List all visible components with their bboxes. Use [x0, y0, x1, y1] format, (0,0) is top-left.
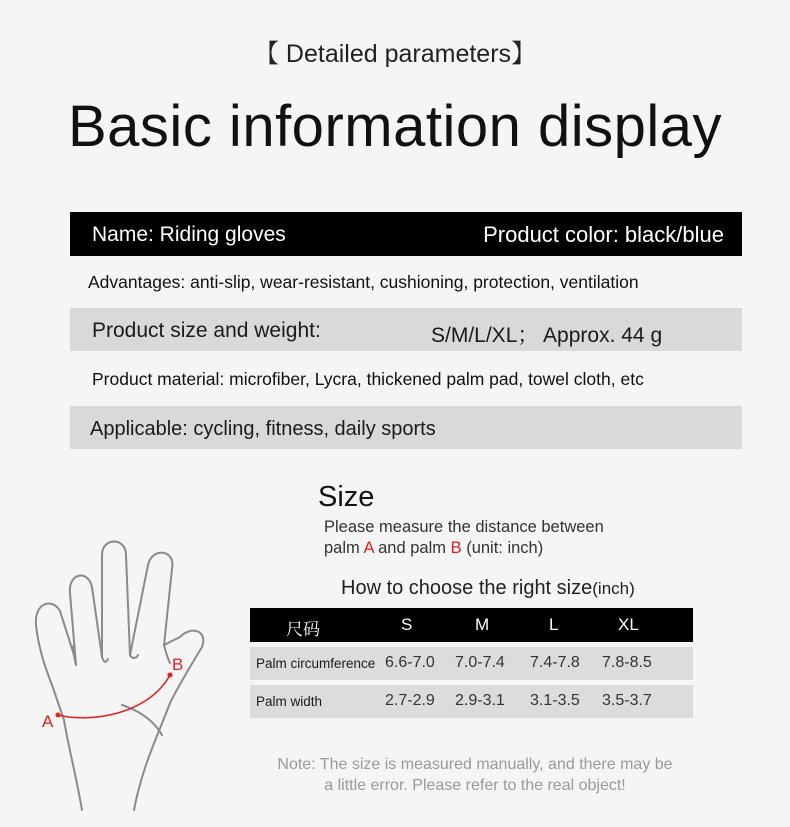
header-size-code: 尺码	[286, 620, 320, 639]
table-cell: 2.7-2.9	[385, 692, 435, 709]
header-s: S	[401, 615, 413, 634]
point-a-label: A	[42, 712, 54, 731]
desc-unit: (unit: inch)	[461, 539, 544, 557]
row-label: Palm circumference	[256, 656, 376, 671]
choose-title-unit: (inch)	[592, 579, 635, 598]
desc-point-b: B	[450, 539, 462, 557]
table-cell: 7.4-7.8	[530, 654, 580, 671]
table-row	[250, 647, 693, 680]
info-row-applicable	[70, 406, 742, 449]
measurement-note	[240, 754, 710, 796]
info-row-advantages: Advantages: anti-slip, wear-resistant, cushioning, protection, ventilation	[88, 272, 639, 292]
point-b-label: B	[172, 655, 184, 674]
section-subtitle: 【 Detailed parameters】	[253, 40, 537, 68]
note-line2: a little error. Please refer to the real object!	[324, 777, 626, 794]
table-cell: 6.6-7.0	[385, 654, 435, 671]
info-row-name	[70, 212, 742, 256]
table-row	[250, 685, 693, 718]
product-name: Name: Riding gloves	[92, 223, 286, 246]
choose-size-title	[341, 577, 635, 600]
desc-mid: and palm	[373, 539, 451, 557]
size-description	[324, 517, 604, 559]
table-cell: 2.9-3.1	[455, 692, 505, 709]
palm-measure-line	[58, 675, 170, 718]
header-l: L	[549, 615, 559, 634]
product-color: Product color: black/blue	[483, 222, 724, 247]
header-xl: XL	[618, 615, 639, 634]
size-desc-line2	[324, 538, 604, 559]
note-line1: Note: The size is measured manually, and there may be	[277, 756, 673, 773]
size-table-header	[250, 608, 693, 642]
info-row-size-weight	[70, 308, 742, 351]
applicable-text: Applicable: cycling, fitness, daily sports	[90, 418, 436, 440]
row-label: Palm width	[256, 694, 323, 709]
table-cell: 7.8-8.5	[602, 654, 652, 671]
size-heading: Size	[318, 481, 375, 513]
hand-diagram-icon	[30, 535, 230, 825]
info-row-material: Product material: microfiber, Lycra, thickened palm pad, towel cloth, etc	[92, 369, 644, 389]
size-weight-value: S/M/L/XL； Approx. 44 g	[431, 324, 663, 347]
desc-point-a: A	[363, 539, 374, 557]
table-cell: 7.0-7.4	[455, 654, 505, 671]
table-cell: 3.5-3.7	[602, 692, 652, 709]
table-cell: 3.1-3.5	[530, 692, 580, 709]
desc-pre: palm	[324, 539, 364, 557]
size-weight-label: Product size and weight:	[92, 319, 321, 342]
size-desc-line1: Please measure the distance between	[324, 518, 604, 536]
page-title: Basic information display	[67, 94, 722, 159]
point-a-dot	[56, 713, 61, 718]
header-m: M	[475, 615, 490, 634]
choose-title-text: How to choose the right size	[341, 577, 593, 599]
